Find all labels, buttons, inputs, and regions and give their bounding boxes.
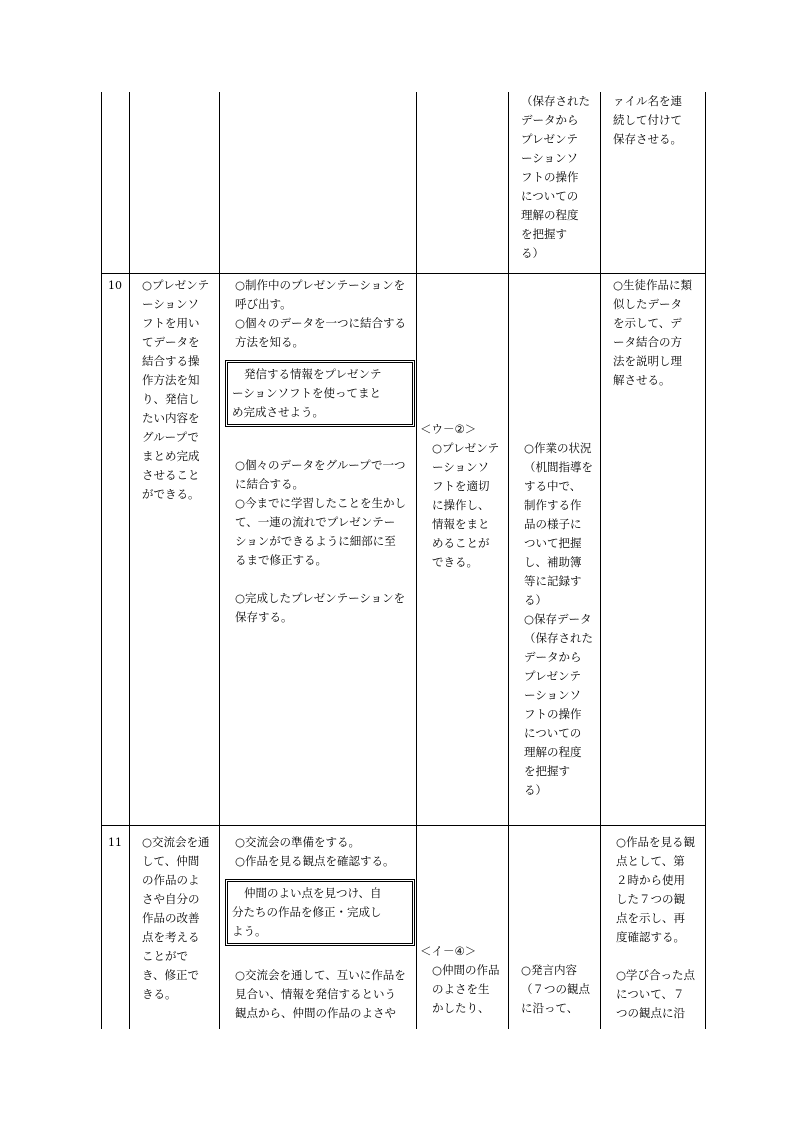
activity-text: ○制作中のプレゼンテーションを 呼び出す。 ○個々のデータを一つに結合する 方法を知る。 発信する情報をプレゼンテ ーションソフトを使ってまと め完成させよう。 ○個々のデータをグループで一つ に結合する。 ○今までに学習したことを生かし て、一連の流れでプレゼンテー ションができるように細部に至 るまで修正する。 ○完成したプレゼンテーションを 保存する。 bbox=[220, 276, 416, 627]
support-cell bbox=[601, 273, 706, 825]
support-text: ○生徒作品に類 似したデータ を示して、デ ータ結合の方 法を説明し理 解させる。 bbox=[613, 277, 693, 387]
method-text: （保存された データから プレゼンテ ーションソ フトの操作 についての 理解の程度 を把握す る） bbox=[521, 94, 590, 260]
activity-text: ○交流会の準備をする。 ○作品を見る観点を確認する。 仲間のよい点を見つけ、自 分たちの作品を修正・完成し よう。 ○交流会を通して、互いに作品を 見合い、情報を発信するという 観点から、仲間の作品のよさや bbox=[220, 833, 416, 1023]
goal-cell bbox=[130, 825, 220, 1029]
row-number: 11 bbox=[108, 835, 122, 849]
criteria-tag: ＜ウ－②＞ bbox=[420, 421, 477, 436]
goal-cell bbox=[130, 273, 220, 825]
criteria-cell bbox=[417, 825, 509, 1029]
method-cell bbox=[509, 92, 601, 273]
activity-cell bbox=[220, 273, 417, 825]
support-cell bbox=[601, 825, 706, 1029]
table-row-11 bbox=[102, 825, 706, 1029]
criteria-text: ＜ウ－②＞ ○プレゼンテ ーションソ フトを適切 に操作し、 情報をまと めることが できる。 bbox=[417, 420, 508, 572]
num-cell bbox=[102, 273, 130, 825]
goal-cell bbox=[130, 92, 220, 273]
goal-text: ○プレゼンテ ーションソ フトを用い てデータを 結合する操 作方法を知 り、発信し たい内容を グループで まとめ完成 させること ができる。 bbox=[142, 277, 210, 501]
method-cell bbox=[509, 825, 601, 1029]
goal-text: ○交流会を通 して、仲間 の作品のよ さや自分の 作品の改善 点を考える ことがで き、修正で きる。 bbox=[142, 834, 210, 1001]
criteria-cell bbox=[417, 92, 509, 273]
method-text: ○作業の状況 （机間指導を する中で、 制作する作 品の様子に ついて把握 し、補助簿 等に記録す る） ○保存データ （保存された データから プレゼンテ ーションソ フトの操作 についての 理解の程度 を把握す る） bbox=[524, 440, 593, 797]
task-box: 発信する情報をプレゼンテ ーションソフトを使ってまと め完成させよう。 bbox=[225, 360, 415, 427]
num-cell bbox=[102, 92, 130, 273]
support-cell bbox=[601, 92, 706, 273]
method-cell bbox=[509, 273, 601, 825]
lesson-plan-table bbox=[101, 92, 706, 1029]
row-number: 10 bbox=[108, 278, 122, 292]
support-text: ァイル名を連 続して付けて 保存させる。 bbox=[613, 94, 682, 146]
table-row-continued bbox=[102, 92, 706, 273]
activity-cell bbox=[220, 92, 417, 273]
activity-cell bbox=[220, 825, 417, 1029]
criteria-tag: ＜イ－④＞ bbox=[420, 943, 477, 958]
support-text: ○作品を見る観 点として、第 ２時から使用 した７つの観 点を示し、再 度確認する。 ○学び合った点 について、７ つの観点に沿 bbox=[616, 834, 696, 1020]
criteria-text: ＜イ－④＞ ○仲間の作品 のよさを生 かしたり、 bbox=[417, 942, 508, 1018]
num-cell bbox=[102, 825, 130, 1029]
method-text: ○発言内容 （７つの観点 に沿って、 bbox=[521, 962, 590, 1015]
task-box: 仲間のよい点を見つけ、自 分たちの作品を修正・完成し よう。 bbox=[225, 879, 415, 946]
table-row-10 bbox=[102, 273, 706, 825]
criteria-cell bbox=[417, 273, 509, 825]
